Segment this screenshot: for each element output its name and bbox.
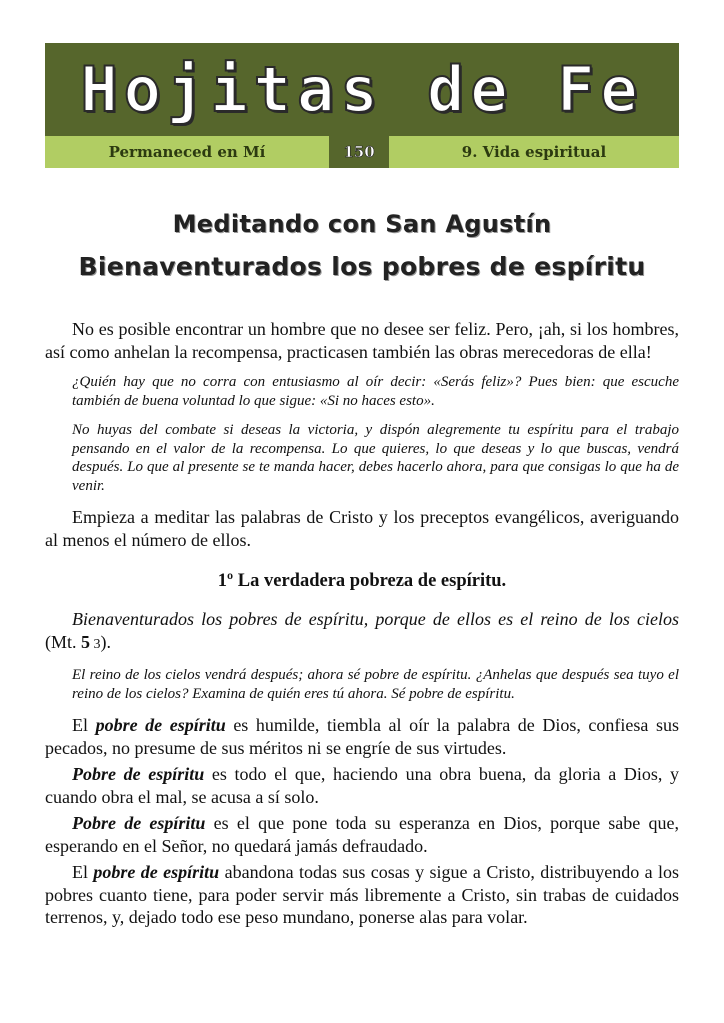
quote-paragraph: El reino de los cielos vendrá después; ahora sé pobre de espíritu. ¿Anhelas que después sea tuyo el reino de los cielos? Examina de quién eres tú ahora. Sé pobre de espíritu. (72, 667, 679, 702)
beatitude-paragraph (45, 608, 679, 656)
text-run: El (72, 715, 96, 735)
emphasis-term: pobre de espíritu (95, 715, 226, 735)
quote-paragraph: No huyas del combate si deseas la victoria, y dispón alegremente tu espíritu para el trabajo pensando en el valor de la recompensa. Lo que quieres, lo que deseas y lo que buscas, vendrá después. Lo que al presente se te manda hacer, debes hacerlo ahora, para que consigas lo que ha de venir. (72, 422, 679, 494)
reference-open: (Mt. (45, 631, 81, 652)
emphasis-term: pobre de espíritu (93, 862, 220, 882)
paragraph-intro: No es posible encontrar un hombre que no desee ser feliz. Pero, ¡ah, si los hombres, así como anhelan la recompensa, practicasen también las obras merecedoras de ella! (45, 319, 679, 362)
paragraph (45, 812, 679, 857)
banner-title-bar (45, 43, 679, 136)
text-run: es humilde, tiembla al oír la palabra de Dios, confiesa sus pecados, no presume de sus méritos ni se engríe de sus virtudes. (45, 715, 679, 758)
text-run: es el que pone toda su esperanza en Dios, porque sabe que, esperando en el Señor, no quedará jamás defraudado. (45, 813, 679, 856)
publication-title: Hojitas de Fe (80, 52, 644, 126)
emphasis-term: Pobre de espíritu (72, 813, 206, 833)
category-label: 9. Vida espiritual (389, 136, 679, 168)
header-banner (45, 43, 679, 168)
beatitude-quote: Bienaventurados los pobres de espíritu, porque de ellos es el reino de los cielos (72, 609, 679, 629)
reference-verse: 3 (90, 636, 101, 652)
quote-paragraph: ¿Quién hay que no corra con entusiasmo al oír decir: «Serás feliz»? Pues bien: que escuche también de buena voluntad lo que sigue: «Si no haces esto». (72, 374, 679, 409)
article-body (45, 318, 679, 933)
paragraph (45, 714, 679, 759)
paragraph (45, 763, 679, 808)
article-subtitle: Bienaventurados los pobres de espíritu (78, 252, 646, 281)
text-run: El (72, 862, 94, 882)
text-run: es todo el que, haciendo una obra buena, da gloria a Dios, y cuando obra el mal, se acusa a sí solo. (45, 764, 679, 807)
reference-chapter: 5 (81, 631, 90, 652)
issue-number: 150 (329, 136, 389, 168)
emphasis-term: Pobre de espíritu (72, 764, 205, 784)
text-run: abandona todas sus cosas y sigue a Cristo, distribuyendo a los pobres cuanto tiene, para poder servir más libremente a Cristo, sin trabas de cuidados terrenos, y, dejado todo ese peso mundano, ponerse alas para volar. (45, 862, 679, 927)
paragraph (45, 861, 679, 929)
article-title: Meditando con San Agustín (172, 210, 552, 238)
series-label: Permaneced en Mí (45, 136, 329, 168)
banner-subtitle-bar (45, 136, 679, 168)
paragraph: Empieza a meditar las palabras de Cristo y los preceptos evangélicos, averiguando al menos el número de ellos. (45, 507, 679, 550)
reference-close: ). (100, 631, 111, 652)
section-heading: 1º La verdadera pobreza de espíritu. (217, 571, 507, 591)
